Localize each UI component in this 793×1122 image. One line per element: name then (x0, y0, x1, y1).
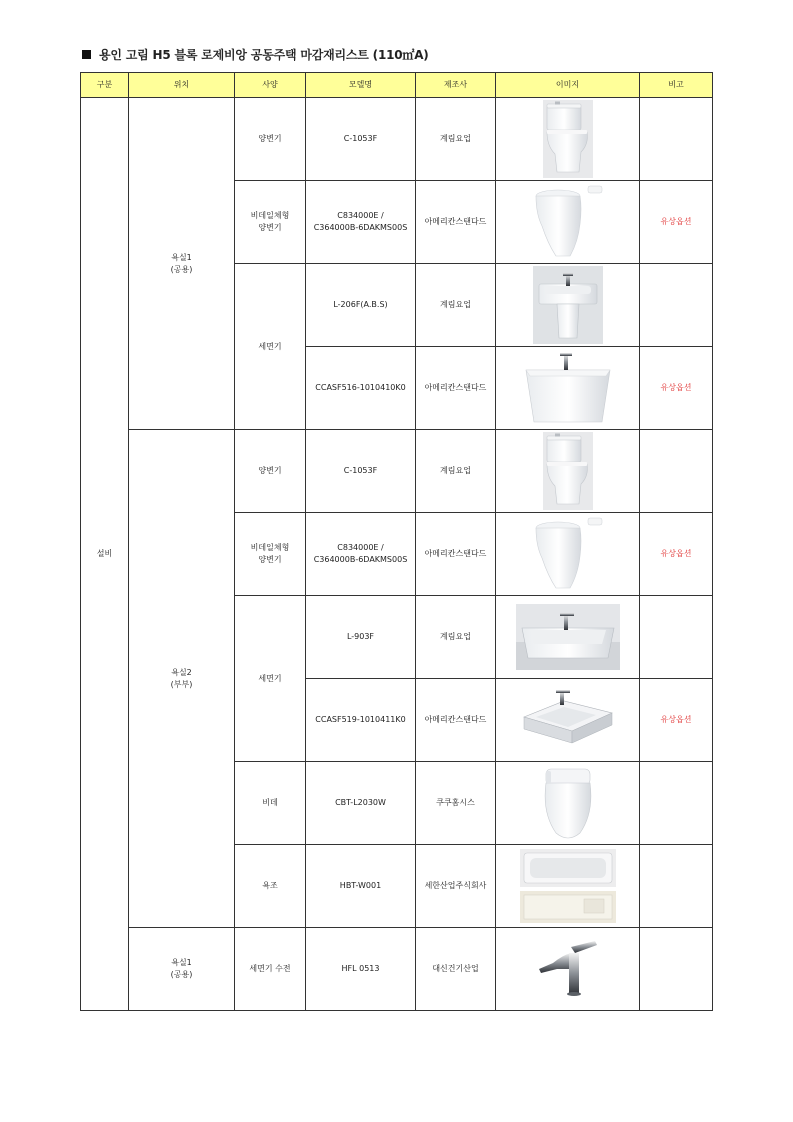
spec-cell: 욕조 (235, 845, 306, 928)
image-cell (496, 347, 640, 430)
bidet-seat-image (538, 765, 598, 841)
maker-cell: 아메리칸스탠다드 (416, 347, 496, 430)
toilet-image (543, 100, 593, 178)
spec-cell: 세면기 (235, 596, 306, 762)
category-cell: 설비 (81, 98, 129, 1011)
spec-cell: 세면기 (235, 264, 306, 430)
note-cell (640, 928, 713, 1011)
table-row (81, 928, 713, 1011)
counter-basin-image (520, 687, 616, 753)
faucet-image (535, 939, 601, 999)
header-image: 이미지 (496, 73, 640, 98)
note-cell (640, 264, 713, 347)
image-cell (496, 928, 640, 1011)
model-cell: CBT-L2030W (306, 762, 416, 845)
maker-cell: 세한산업주식회사 (416, 845, 496, 928)
image-cell (496, 264, 640, 347)
document-title-text: 용인 고림 H5 블록 로제비앙 공동주택 마감재리스트 (110㎡A) (99, 48, 429, 62)
note-cell: 유상옵션 (640, 679, 713, 762)
model-cell: C-1053F (306, 98, 416, 181)
location-cell: 욕실2 (부부) (129, 430, 235, 928)
table-row (81, 98, 713, 181)
maker-cell: 계림요업 (416, 98, 496, 181)
spec-cell: 양변기 (235, 98, 306, 181)
note-cell: 유상옵션 (640, 347, 713, 430)
table-row (81, 430, 713, 513)
toilet-image (543, 432, 593, 510)
model-cell: L-903F (306, 596, 416, 679)
header-category: 구분 (81, 73, 129, 98)
maker-cell: 아메리칸스탠다드 (416, 181, 496, 264)
counter-basin-image (516, 604, 620, 670)
square-basin-image (520, 348, 616, 428)
image-cell (496, 679, 640, 762)
header-location: 위치 (129, 73, 235, 98)
maker-cell: 계림요업 (416, 596, 496, 679)
bidet-toilet-image (528, 514, 608, 594)
header-model: 모델명 (306, 73, 416, 98)
square-bullet-icon (82, 50, 91, 59)
spec-cell: 비데 (235, 762, 306, 845)
location-cell: 욕실1 (공용) (129, 928, 235, 1011)
bidet-toilet-image (528, 182, 608, 262)
location-cell: 욕실1 (공용) (129, 98, 235, 430)
maker-cell: 계림요업 (416, 264, 496, 347)
header-spec: 사양 (235, 73, 306, 98)
image-cell (496, 762, 640, 845)
finish-materials-table (80, 72, 713, 1011)
model-cell: L-206F(A.B.S) (306, 264, 416, 347)
model-cell: C834000E / C364000B-6DAKMS00S (306, 181, 416, 264)
document-title (82, 46, 429, 63)
spec-cell: 양변기 (235, 430, 306, 513)
header-maker: 제조사 (416, 73, 496, 98)
note-cell (640, 98, 713, 181)
spec-cell: 세면기 수전 (235, 928, 306, 1011)
note-cell: 유상옵션 (640, 181, 713, 264)
image-cell (496, 181, 640, 264)
header-note: 비고 (640, 73, 713, 98)
pedestal-basin-image (533, 266, 603, 344)
image-cell (496, 596, 640, 679)
model-cell: HFL 0513 (306, 928, 416, 1011)
note-cell (640, 596, 713, 679)
spec-cell: 비데일체형 양변기 (235, 513, 306, 596)
bathtub-image (520, 849, 616, 923)
maker-cell: 대신건기산업 (416, 928, 496, 1011)
maker-cell: 아메리칸스탠다드 (416, 679, 496, 762)
image-cell (496, 845, 640, 928)
maker-cell: 아메리칸스탠다드 (416, 513, 496, 596)
model-cell: CCASF519-1010411K0 (306, 679, 416, 762)
image-cell (496, 513, 640, 596)
model-cell: C834000E / C364000B-6DAKMS00S (306, 513, 416, 596)
spec-cell: 비데일체형 양변기 (235, 181, 306, 264)
maker-cell: 쿠쿠홈시스 (416, 762, 496, 845)
maker-cell: 계림요업 (416, 430, 496, 513)
note-cell (640, 430, 713, 513)
image-cell (496, 430, 640, 513)
note-cell (640, 845, 713, 928)
image-cell (496, 98, 640, 181)
model-cell: HBT-W001 (306, 845, 416, 928)
note-cell (640, 762, 713, 845)
note-cell: 유상옵션 (640, 513, 713, 596)
model-cell: C-1053F (306, 430, 416, 513)
table-header-row (81, 73, 713, 98)
model-cell: CCASF516-1010410K0 (306, 347, 416, 430)
